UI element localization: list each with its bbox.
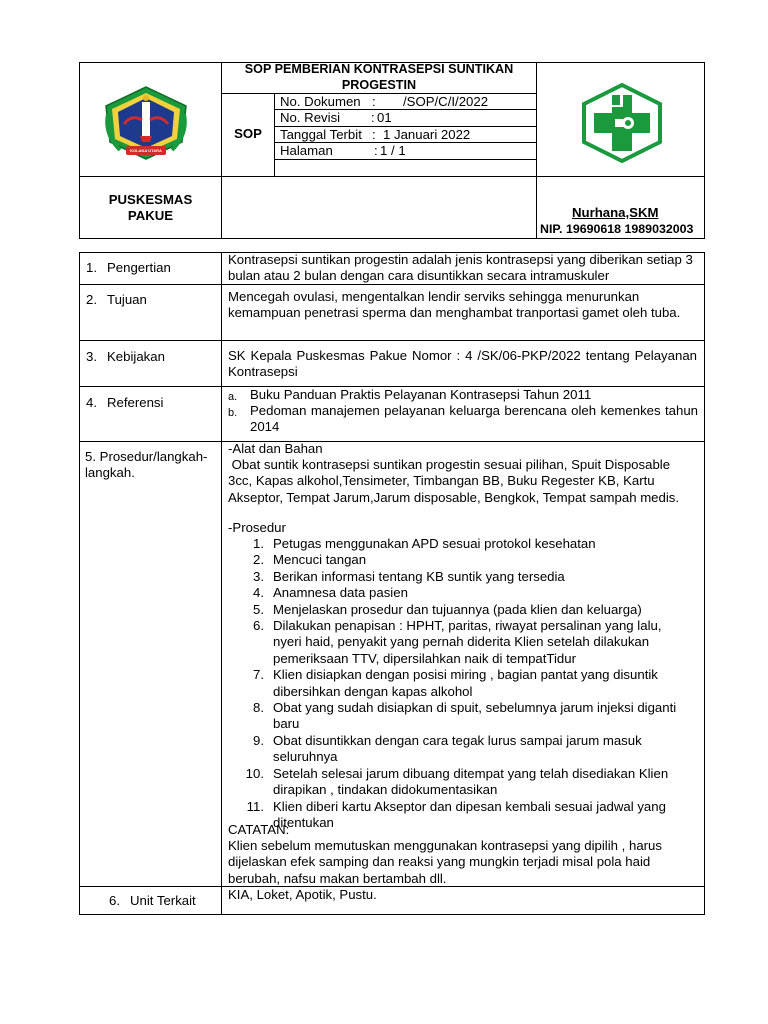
row-number: 2. <box>86 292 97 307</box>
alat-text: Obat suntik kontrasepsi suntikan progestin sesuai pilihan, Spuit Disposable 3cc, Kapas alkohol,Tensimeter, Timbangan BB, Buku Regester KB, Kartu Akseptor, Tempat Jarum,Jarum disposable, Bengkok, Tempat sampah medis. <box>228 457 680 505</box>
list-item: 3. Berikan informasi tentang KB suntik yang tersedia <box>253 568 565 584</box>
logo-ribbon-text: KOLAKA UTARA <box>130 148 162 153</box>
catatan-heading: CATATAN: <box>228 822 290 837</box>
doc-info-label: No. Dokumen <box>280 94 361 109</box>
regency-logo <box>102 84 190 162</box>
unit-terkait-text: KIA, Loket, Apotik, Pustu. <box>228 887 377 902</box>
list-item: 9. Obat disuntikkan dengan cara tegak lurus sampai jarum masuk seluruhnya <box>253 732 642 765</box>
row-label: langkah. <box>85 465 135 480</box>
doc-info-value: 1 / 1 <box>380 143 406 158</box>
doc-info-sep: : <box>372 127 376 142</box>
org-name-line2: PAKUE <box>127 208 174 223</box>
row-label: Tujuan <box>107 292 147 307</box>
doc-info-sep: : <box>374 143 378 158</box>
row-label: Unit Terkait <box>130 893 196 908</box>
list-item: 4. Anamnesa data pasien <box>253 585 408 601</box>
row-label: 5. Prosedur/langkah- <box>85 449 208 464</box>
list-item: 10. Setelah selesai jarum dibuang ditempat yang telah disediakan Klien dirapikan , tindakan didokumentasikan <box>245 765 669 798</box>
tujuan-text: Mencegah ovulasi, mengentalkan lendir serviks sehingga menurunkan kemampuan penetrasi sperma dan menghambat tranportasi gamet oleh tuba. <box>228 289 681 321</box>
doc-info-label: No. Revisi <box>280 110 341 125</box>
doc-info-value: /SOP/C/I/2022 <box>403 94 489 109</box>
doc-info-label: Tanggal Terbit <box>280 127 362 142</box>
alat-heading: -Alat dan Bahan <box>228 441 323 456</box>
ref-item: Buku Panduan Praktis Pelayanan Kontrasepsi Tahun 2011 <box>250 387 592 402</box>
list-item: 2. Mencuci tangan <box>253 552 367 568</box>
prosedur-steps <box>228 536 688 831</box>
prosedur-heading: -Prosedur <box>228 520 286 535</box>
row-number: 4. <box>86 395 97 410</box>
doc-info-sep: : <box>372 94 376 109</box>
row-number: 3. <box>86 349 97 364</box>
doc-info-label: Halaman <box>280 143 333 158</box>
doc-info-sep: : <box>371 110 375 125</box>
document-title: SOP PEMBERIAN KONTRASEPSI SUNTIKAN PROGESTIN <box>244 62 514 92</box>
row-label: Referensi <box>107 395 164 410</box>
list-item: 5. Menjelaskan prosedur dan tujuannya (pada klien dan keluarga) <box>253 601 642 617</box>
puskesmas-logo <box>581 83 663 163</box>
ref-marker: a. <box>228 391 238 403</box>
list-item: 6. Dilakukan penapisan : HPHT, paritas, riwayat persalinan yang lalu, nyeri haid, penyakit yang pernah diderita Klien setelah dilakukan pemeriksaan TTV, dipersilahkan naik di tempatTidur <box>253 618 662 666</box>
list-item: 1. Petugas menggunakan APD sesuai protokol kesehatan <box>253 536 596 551</box>
row-label: Kebijakan <box>107 349 165 364</box>
signer-nip: NIP. 19690618 1989032003 <box>540 222 694 236</box>
row-number: 6. <box>109 893 120 908</box>
ref-marker: b. <box>228 407 238 419</box>
kebijakan-text: SK Kepala Puskesmas Pakue Nomor : 4 /SK/06-PKP/2022 tentang Pelayanan Kontrasepsi <box>228 348 697 380</box>
list-item: 11. Klien diberi kartu Akseptor dan dipesan kembali sesuai jadwal yang ditentukan <box>246 798 666 830</box>
doc-info-value: 1 Januari 2022 <box>383 127 471 142</box>
doc-info-value: 01 <box>377 110 392 125</box>
signer-name: Nurhana,SKM <box>572 205 659 220</box>
ref-item: Pedoman manajemen pelayanan keluarga berencana oleh kemenkes tahun 2014 <box>250 403 698 435</box>
row-label: Pengertian <box>107 260 171 275</box>
row-number: 1. <box>86 260 97 275</box>
list-item: 7. Klien disiapkan dengan posisi miring , bagian pantat yang disuntik dibersihkan dengan kapas alkohol <box>253 667 658 699</box>
org-name-line1: PUSKESMAS <box>108 192 193 207</box>
sop-label: SOP <box>234 126 262 141</box>
pengertian-text: Kontrasepsi suntikan progestin adalah jenis kontrasepsi yang diberikan setiap 3 bulan atau 2 bulan dengan cara disuntikkan secara intramuskuler <box>228 252 693 284</box>
catatan-text: Klien sebelum memutuskan menggunakan kontrasepsi yang dipilih , harus dijelaskan efek samping dan reaksi yang mungkin terjadi misal pola haid berubah, nafsu makan bertambah dll. <box>228 838 662 886</box>
list-item: 8. Obat yang sudah disiapkan di spuit, sebelumnya jarum injeksi diganti baru <box>253 700 677 732</box>
